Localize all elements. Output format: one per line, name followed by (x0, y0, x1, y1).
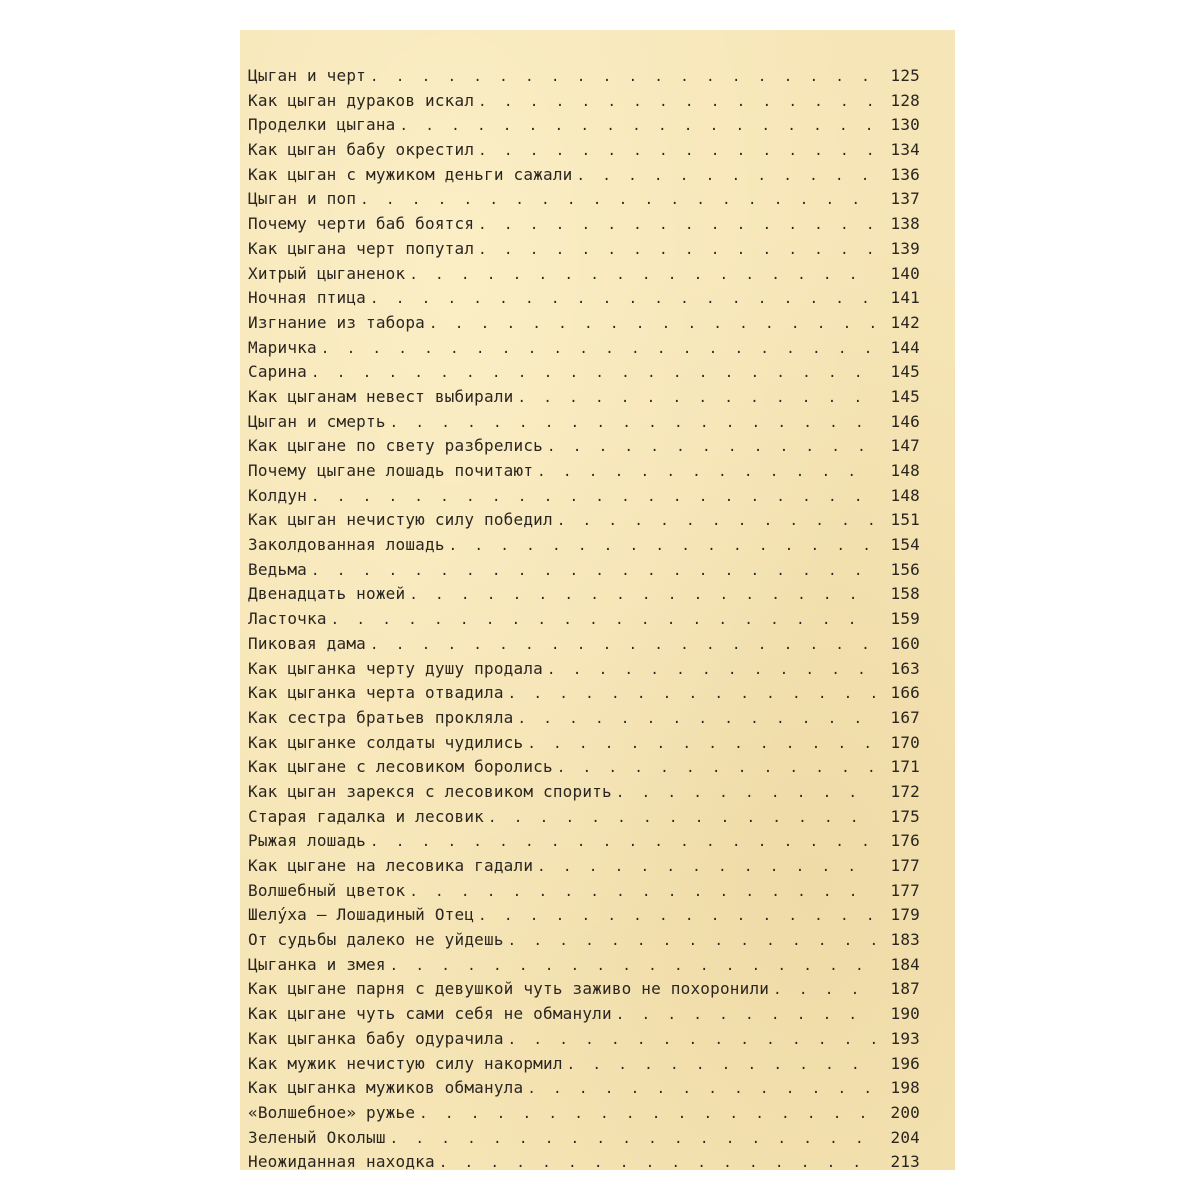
dot-leader (331, 612, 876, 628)
toc-entry-title: Как цыган бабу окрестил (248, 140, 475, 160)
dot-leader (537, 859, 876, 875)
toc-entry-page-number: 163 (890, 658, 920, 678)
toc-entry-page-number: 204 (890, 1127, 920, 1147)
dot-leader (370, 69, 876, 85)
toc-entry-page-number: 159 (890, 609, 920, 629)
toc-entry-title: Старая гадалка и лесовик (248, 806, 484, 826)
toc-entry-page-number: 145 (890, 362, 920, 382)
toc-entry (248, 412, 920, 437)
toc-entry-title: Как цыганам невест выбирали (248, 386, 514, 406)
dot-leader (527, 736, 876, 752)
toc-entry-title: Ласточка (248, 609, 327, 629)
toc-entry (248, 486, 920, 511)
toc-entry-page-number: 138 (890, 214, 920, 234)
toc-entry-page-number: 213 (890, 1152, 920, 1172)
toc-entry-page-number: 190 (890, 1004, 920, 1024)
dot-leader (557, 760, 876, 776)
toc-entry-page-number: 175 (890, 806, 920, 826)
toc-entry (248, 239, 920, 264)
toc-entry-title: Как цыганке солдаты чудились (248, 732, 524, 752)
toc-entry-page-number: 172 (890, 781, 920, 801)
toc-entry-title: Ночная птица (248, 288, 366, 308)
toc-entry (248, 979, 920, 1004)
toc-entry (248, 782, 920, 807)
toc-entry-page-number: 200 (890, 1102, 920, 1122)
toc-entry-title: Сарина (248, 362, 307, 382)
dot-leader (370, 637, 876, 653)
toc-entry-title: Как цыгане по свету разбрелись (248, 436, 543, 456)
toc-entry (248, 115, 920, 140)
toc-entry-page-number: 177 (890, 880, 920, 900)
dot-leader (390, 415, 876, 431)
toc-entry-page-number: 154 (890, 535, 920, 555)
dot-leader (419, 1106, 876, 1122)
toc-entry (248, 856, 920, 881)
toc-entry-title: Как сестра братьев прокляла (248, 707, 514, 727)
dot-leader (518, 711, 877, 727)
toc-entry-page-number: 142 (890, 312, 920, 332)
toc-entry (248, 708, 920, 733)
toc-entry-page-number: 146 (890, 411, 920, 431)
toc-entry-title: Как цыгане на лесовика гадали (248, 856, 534, 875)
dot-leader (478, 242, 876, 258)
toc-entry (248, 683, 920, 708)
toc-entry (248, 288, 920, 313)
dot-leader (409, 884, 876, 900)
dot-leader (537, 464, 876, 480)
toc-entry (248, 807, 920, 832)
toc-entry (248, 881, 920, 906)
dot-leader (321, 341, 876, 357)
toc-entry-title: Колдун (248, 485, 307, 505)
dot-leader (370, 834, 876, 850)
toc-entry-title: Почему черти баб боятся (248, 214, 475, 234)
toc-entry-title: Как цыганка мужиков обманула (248, 1078, 524, 1098)
toc-entry (248, 757, 920, 782)
toc-entry (248, 338, 920, 363)
dot-leader (478, 908, 876, 924)
toc-entry-page-number: 183 (890, 930, 920, 950)
toc-entry (248, 214, 920, 239)
dot-leader (439, 1155, 876, 1171)
toc-entry-page-number: 134 (890, 140, 920, 160)
toc-entry-page-number: 177 (890, 856, 920, 875)
toc-entry (248, 140, 920, 165)
toc-entry-title: Зеленый Околыш (248, 1127, 386, 1147)
toc-entry-page-number: 167 (890, 707, 920, 727)
toc-entry (248, 91, 920, 116)
toc-entry-page-number: 136 (890, 164, 920, 184)
toc-entry (248, 1004, 920, 1029)
toc-entry (248, 634, 920, 659)
toc-entry-title: Как цыгане чуть сами себя не обманули (248, 1004, 612, 1024)
toc-entry-page-number: 148 (890, 461, 920, 480)
toc-entry-title: Хитрый цыганенок (248, 263, 406, 283)
toc-entry (248, 510, 920, 535)
dot-leader (311, 489, 876, 505)
dot-leader (547, 439, 876, 455)
toc-entry (248, 313, 920, 338)
toc-entry (248, 831, 920, 856)
toc-entry-title: Волшебный цветок (248, 880, 406, 900)
toc-entry (248, 659, 920, 684)
toc-entry (248, 436, 920, 461)
toc-entry-page-number: 139 (890, 238, 920, 258)
toc-entry (248, 1103, 920, 1128)
toc-entry-page-number: 193 (890, 1028, 920, 1048)
toc-entry-page-number: 145 (890, 386, 920, 406)
dot-leader (508, 686, 876, 702)
toc-entry (248, 535, 920, 560)
toc-entry (248, 609, 920, 634)
toc-entry-title: Заколдованная лошадь (248, 535, 445, 555)
dot-leader (488, 810, 876, 826)
toc-entry-page-number: 179 (890, 905, 920, 925)
toc-entry-page-number: 166 (890, 683, 920, 703)
toc-entry-page-number: 140 (890, 263, 920, 283)
dot-leader (478, 217, 876, 233)
toc-entry (248, 264, 920, 289)
dot-leader (478, 94, 876, 110)
toc-entry-page-number: 141 (890, 288, 920, 308)
toc-entry (248, 165, 920, 190)
toc-entry-title: Пиковая дама (248, 633, 366, 653)
dot-leader (616, 785, 876, 801)
toc-entry (248, 1152, 920, 1177)
toc-entry (248, 461, 920, 486)
toc-entry (248, 955, 920, 980)
toc-entry-title: Как цыган зарекся с лесовиком спорить (248, 781, 612, 801)
toc-entry-title: Цыганка и змея (248, 954, 386, 974)
toc-entry (248, 584, 920, 609)
toc-entry-page-number: 198 (890, 1078, 920, 1098)
toc-entry-title: Как мужик нечистую силу накормил (248, 1053, 563, 1073)
toc-entry (248, 930, 920, 955)
dot-leader (360, 192, 876, 208)
toc-entry-title: Цыган и черт (248, 66, 366, 85)
dot-leader (429, 316, 876, 332)
dot-leader (616, 1007, 876, 1023)
toc-entry-page-number: 176 (890, 831, 920, 851)
toc-entry-title: Как цыгана черт попутал (248, 238, 475, 258)
dot-leader (449, 538, 876, 554)
dot-leader (518, 390, 877, 406)
toc-entry-page-number: 128 (890, 90, 920, 110)
toc-entry-title: Как цыган с мужиком деньги сажали (248, 164, 573, 184)
toc-entry (248, 387, 920, 412)
toc-entry-page-number: 160 (890, 633, 920, 653)
toc-entry-title: Как цыган дураков искал (248, 90, 475, 110)
toc-entry-page-number: 184 (890, 954, 920, 974)
toc-entry-page-number: 125 (890, 66, 920, 85)
toc-entry-title: Цыган и смерть (248, 411, 386, 431)
toc-entry-page-number: 187 (890, 979, 920, 999)
dot-leader (311, 365, 876, 381)
dot-leader (390, 1131, 876, 1147)
toc-entry (248, 560, 920, 585)
toc-entry-page-number: 171 (890, 757, 920, 777)
toc-entry (248, 189, 920, 214)
dot-leader (547, 662, 876, 678)
dot-leader (400, 118, 877, 134)
toc-entry-title: Как цыгане с лесовиком боролись (248, 757, 553, 777)
book-page (240, 30, 955, 1170)
dot-leader (508, 933, 876, 949)
toc-entry-page-number: 147 (890, 436, 920, 456)
dot-leader (478, 143, 876, 159)
toc-entry-title: Маричка (248, 337, 317, 357)
toc-entry-page-number: 156 (890, 559, 920, 579)
toc-entry-page-number: 148 (890, 485, 920, 505)
toc-entry-title: Как цыганка бабу одурачила (248, 1028, 504, 1048)
dot-leader (773, 982, 876, 998)
dot-leader (576, 168, 876, 184)
dot-leader (567, 1057, 876, 1073)
toc-entry-title: От судьбы далеко не уйдешь (248, 930, 504, 950)
toc-entry-title: Рыжая лошадь (248, 831, 366, 851)
toc-entry-title: Проделки цыгана (248, 115, 396, 135)
dot-leader (370, 291, 876, 307)
toc-entry-title: Шелу́ха — Лошадиный Отец (248, 905, 475, 925)
toc-entry-title: «Волшебное» ружье (248, 1102, 416, 1122)
toc-entry-title: Как цыгане парня с девушкой чуть заживо не похоронили (248, 979, 770, 999)
toc-entry-page-number: 144 (890, 337, 920, 357)
toc-entry-page-number: 158 (890, 584, 920, 604)
toc-entry-title: Почему цыгане лошадь почитают (248, 461, 534, 480)
toc-entry (248, 362, 920, 387)
dot-leader (557, 513, 876, 529)
table-of-contents (248, 66, 920, 1177)
toc-entry (248, 66, 920, 91)
toc-entry-page-number: 151 (890, 510, 920, 530)
toc-entry-title: Как цыганка черта отвадила (248, 683, 504, 703)
toc-entry-title: Как цыганка черту душу продала (248, 658, 543, 678)
toc-entry (248, 1078, 920, 1103)
toc-entry-title: Цыган и поп (248, 189, 357, 209)
toc-entry-page-number: 170 (890, 732, 920, 752)
dot-leader (508, 1032, 876, 1048)
dot-leader (409, 267, 876, 283)
toc-entry (248, 905, 920, 930)
toc-entry-title: Как цыган нечистую силу победил (248, 510, 553, 530)
toc-entry-page-number: 137 (890, 189, 920, 209)
toc-entry (248, 1029, 920, 1054)
toc-entry-title: Изгнание из табора (248, 312, 425, 332)
dot-leader (311, 563, 876, 579)
toc-entry-title: Ведьма (248, 559, 307, 579)
toc-entry-page-number: 130 (890, 115, 920, 135)
toc-entry-title: Неожиданная находка (248, 1152, 435, 1172)
toc-entry (248, 1054, 920, 1079)
toc-entry (248, 733, 920, 758)
dot-leader (527, 1081, 876, 1097)
toc-entry-title: Двенадцать ножей (248, 584, 406, 604)
toc-entry-page-number: 196 (890, 1053, 920, 1073)
toc-entry (248, 1128, 920, 1153)
dot-leader (390, 958, 876, 974)
dot-leader (409, 587, 876, 603)
